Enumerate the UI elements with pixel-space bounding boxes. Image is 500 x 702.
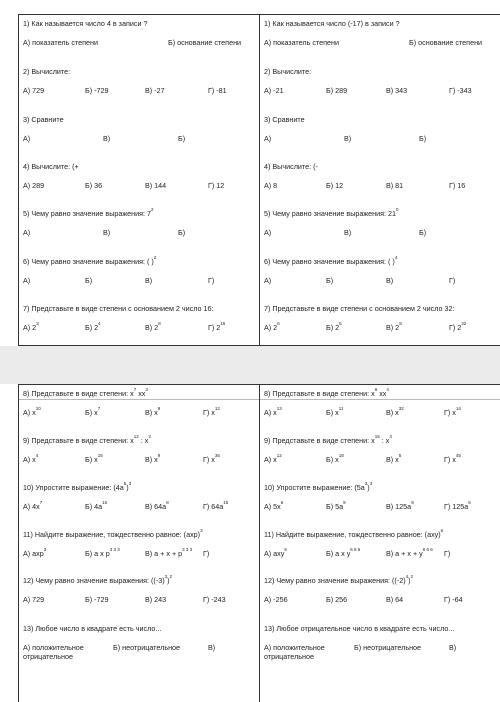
answer-options — [264, 643, 499, 661]
question-label-tail: : x — [138, 436, 149, 445]
exponent: 7 — [97, 406, 101, 411]
question-label: 1) Как называется число 4 в записи ? — [23, 19, 148, 28]
divider — [260, 399, 500, 400]
question-block — [23, 67, 257, 95]
answer-option[interactable]: В) $x^5$ — [386, 453, 402, 464]
answer-option[interactable]: Б) 36 — [85, 181, 103, 190]
exponent: 4 — [386, 387, 389, 392]
question-label: 7) Представьте в виде степени с основанием 2 число 16: — [23, 304, 214, 313]
answer-option[interactable]: Г) $x^{12}$ — [203, 406, 220, 417]
exponent: 3 3 3 — [109, 547, 120, 552]
answer-option[interactable]: Г) $125a^6$ — [444, 500, 471, 511]
question-block — [23, 207, 257, 237]
answer-option[interactable]: Б) неотрицательное — [354, 643, 422, 652]
answer-options — [264, 455, 499, 467]
answer-option[interactable]: Б) a x $y^{6 6 6}$ — [326, 547, 361, 558]
question-block — [264, 255, 499, 285]
answer-option[interactable]: Б) $5a^9$ — [326, 500, 346, 511]
question-text — [264, 209, 499, 218]
answer-option[interactable]: А) положительное — [264, 643, 325, 652]
answer-options — [264, 181, 499, 193]
exponent: 36 — [214, 453, 220, 458]
question-label-tail: ) — [126, 483, 129, 492]
question-label: 6) Чему равно значение выражения: ( ) — [23, 257, 154, 266]
answer-option[interactable]: А) показатель степени — [264, 38, 340, 47]
question-label: 9) Представьте в виде степени: x — [23, 436, 134, 445]
question-text — [23, 19, 257, 28]
question-label: 5) Чему равно значение выражения: 21 — [264, 209, 397, 218]
question-text — [23, 389, 257, 398]
question-text — [264, 576, 499, 585]
answer-options — [23, 86, 257, 98]
answer-option[interactable]: В) — [208, 643, 216, 652]
exponent: 9 — [157, 406, 161, 411]
exponent: 4 — [394, 255, 398, 260]
question-block — [23, 434, 257, 464]
answer-option[interactable]: А) -256 — [264, 595, 288, 604]
question-label: 6) Чему равно значение выражения: ( ) — [264, 257, 395, 266]
question-text — [264, 624, 499, 633]
question-text — [23, 436, 257, 445]
exponent: 4 — [405, 574, 409, 579]
question-text — [264, 162, 499, 171]
question-block — [264, 115, 499, 143]
answer-option[interactable]: В) $a + x + p^{3 3 3}$ — [145, 547, 193, 558]
answer-option[interactable]: Г) -81 — [208, 86, 227, 95]
exponent: 3 3 3 — [182, 547, 193, 552]
exponent: 6 — [468, 500, 471, 505]
exponent: 12 — [133, 434, 139, 439]
exponent: 6 — [440, 528, 444, 533]
exponent: 9 — [411, 500, 414, 505]
question-block — [23, 624, 257, 661]
answer-option[interactable]: Б) $2^4$ — [85, 321, 101, 332]
question-block — [23, 162, 257, 190]
exponent: 9 — [343, 500, 346, 505]
question-text — [23, 483, 257, 492]
answer-option[interactable]: В) $2^8$ — [145, 321, 161, 332]
answer-option[interactable]: В) $x^9$ — [145, 406, 161, 417]
variant-1-column — [19, 385, 260, 702]
answer-option[interactable]: Б) неотрицательное — [113, 643, 181, 652]
answer-options — [264, 38, 499, 50]
answer-option[interactable]: Г) $x^{45}$ — [444, 453, 461, 464]
answer-option[interactable]: отрицательное — [23, 652, 73, 661]
question-label-tail: ) — [167, 576, 170, 585]
answer-options — [23, 276, 257, 288]
question-block — [264, 434, 499, 464]
question-label: 5) Чему равно значение выражения: 7 — [23, 209, 152, 218]
answer-option[interactable]: А) положительное — [23, 643, 84, 652]
answer-option[interactable]: отрицательное — [264, 652, 314, 661]
answer-options — [264, 228, 499, 240]
answer-options — [264, 595, 499, 607]
worksheet-page-2 — [18, 384, 500, 702]
question-label: 3) Сравните — [23, 115, 64, 124]
answer-options — [264, 549, 499, 561]
answer-option[interactable]: А) — [264, 276, 272, 285]
question-label: 13) Любое отрицательное число в квадрате есть число... — [264, 624, 455, 633]
answer-options — [264, 408, 499, 420]
answer-option[interactable]: В) 64 — [386, 595, 404, 604]
exponent: 3 — [148, 434, 151, 439]
question-block — [23, 387, 257, 417]
exponent: 5 — [123, 481, 127, 486]
answer-options — [23, 181, 257, 193]
answer-option[interactable]: Г) -64 — [444, 595, 463, 604]
answer-options — [23, 549, 257, 561]
answer-option[interactable]: А) 8 — [264, 181, 278, 190]
question-block — [264, 624, 499, 661]
exponent: 10 — [35, 406, 41, 411]
answer-options — [23, 643, 257, 661]
question-label: 1) Как называется число (-17) в записи ? — [264, 19, 400, 28]
exponent: 2 — [151, 207, 154, 212]
question-text — [264, 67, 499, 76]
exponent: 8 — [166, 500, 169, 505]
question-text — [264, 483, 499, 492]
question-text — [264, 19, 499, 28]
answer-option[interactable]: Г) — [449, 276, 456, 285]
question-label: 2) Вычислите: — [264, 67, 312, 76]
answer-option[interactable]: В) 243 — [145, 595, 167, 604]
answer-option[interactable]: А) axy$^6$ — [264, 547, 287, 558]
exponent: 16 — [220, 321, 226, 326]
exponent: 7 — [133, 387, 137, 392]
answer-option[interactable]: А) 289 — [23, 181, 45, 190]
exponent: 6 — [277, 321, 280, 326]
answer-option[interactable]: Б) — [326, 276, 334, 285]
answer-options — [264, 86, 499, 98]
question-text — [264, 436, 499, 445]
answer-option[interactable]: А) — [264, 134, 272, 143]
question-block — [264, 387, 499, 417]
question-label: 10) Упростите выражение: (5a — [264, 483, 365, 492]
answer-option[interactable]: Б) — [178, 228, 186, 237]
question-text — [23, 624, 257, 633]
exponent: 12 — [214, 406, 220, 411]
answer-option[interactable]: Б) $x^7$ — [85, 406, 101, 417]
answer-option[interactable]: Б) $x^{15}$ — [85, 453, 103, 464]
question-text — [23, 162, 257, 171]
answer-option[interactable]: Б) -729 — [85, 595, 109, 604]
question-block — [23, 528, 257, 558]
worksheet-page-1 — [18, 14, 500, 346]
question-block — [23, 115, 257, 143]
answer-option[interactable]: В) — [386, 276, 394, 285]
answer-option[interactable]: В) — [449, 643, 457, 652]
question-label-tail: ) — [408, 576, 411, 585]
answer-option[interactable]: Б) -729 — [85, 86, 109, 95]
exponent: 3 — [145, 387, 148, 392]
question-block — [23, 19, 257, 47]
answer-option[interactable]: В) $2^8$ — [386, 321, 402, 332]
answer-option[interactable]: Б) a x $p^{3 3 3}$ — [85, 547, 120, 558]
exponent: 6 — [280, 500, 284, 505]
question-text — [23, 576, 257, 585]
answer-option[interactable]: В) — [103, 134, 111, 143]
answer-options — [23, 38, 257, 50]
answer-option[interactable]: Г) -343 — [449, 86, 472, 95]
answer-option[interactable]: В) 81 — [386, 181, 404, 190]
answer-option[interactable]: А) axp$^3$ — [23, 547, 47, 558]
question-text — [264, 115, 499, 124]
answer-option[interactable]: А) $2^3$ — [23, 321, 39, 332]
question-block — [264, 162, 499, 190]
answer-option[interactable]: Г) 16 — [449, 181, 466, 190]
answer-option[interactable]: В) 144 — [145, 181, 167, 190]
answer-option[interactable]: Г) $2^{32}$ — [449, 321, 467, 332]
question-label-tail: xx — [136, 389, 146, 398]
exponent: 2 — [169, 574, 173, 579]
exponent: 3 — [164, 574, 168, 579]
answer-options — [264, 323, 499, 335]
answer-option[interactable]: Б) — [178, 134, 186, 143]
exponent: 18 — [338, 453, 344, 458]
answer-options — [23, 455, 257, 467]
question-label: 7) Представьте в виде степени с основанием 2 число 32: — [264, 304, 455, 313]
question-text — [23, 209, 257, 218]
question-label-tail: xx — [377, 389, 387, 398]
answer-options — [23, 408, 257, 420]
answer-option[interactable]: Г) 12 — [208, 181, 225, 190]
exponent: 3 — [389, 434, 392, 439]
question-block — [23, 304, 257, 332]
answer-option[interactable]: В) $125a^9$ — [386, 500, 414, 511]
question-text — [264, 304, 499, 313]
exponent: 15 — [223, 500, 229, 505]
answer-option[interactable]: А) $x^{10}$ — [23, 406, 41, 417]
question-text — [23, 530, 257, 539]
exponent: 15 — [97, 453, 103, 458]
question-label: 9) Представьте в виде степени: x — [264, 436, 375, 445]
answer-option[interactable]: В) — [344, 134, 352, 143]
answer-option[interactable]: А) — [264, 228, 272, 237]
answer-option[interactable]: А) показатель степени — [23, 38, 99, 47]
question-block — [264, 481, 499, 511]
answer-option[interactable]: Г) — [444, 549, 451, 558]
question-text — [23, 67, 257, 76]
answer-option[interactable]: Б) — [85, 276, 93, 285]
answer-options — [264, 134, 499, 146]
answer-option[interactable]: Г) $64a^{15}$ — [203, 500, 229, 511]
exponent: 4 — [35, 453, 39, 458]
question-label: 12) Чему равно значение выражения: ((-2) — [264, 576, 406, 585]
exponent: 8 — [399, 321, 402, 326]
exponent: 15 — [102, 500, 108, 505]
exponent: 3 — [36, 321, 39, 326]
divider — [19, 399, 259, 400]
question-block — [264, 574, 499, 604]
answer-option[interactable]: Б) — [419, 228, 427, 237]
question-label: 4) Вычислите: (- — [264, 162, 318, 171]
exponent: 6 6 6 — [422, 547, 433, 552]
answer-option[interactable]: В) $64a^8$ — [145, 500, 169, 511]
question-label: 2) Вычислите: — [23, 67, 71, 76]
answer-options — [23, 228, 257, 240]
answer-options — [23, 595, 257, 607]
answer-option[interactable]: В) — [145, 276, 153, 285]
exponent: 2 — [153, 255, 157, 260]
question-text — [23, 115, 257, 124]
exponent: 3 — [200, 528, 203, 533]
answer-option[interactable]: А) $5x^6$ — [264, 500, 284, 511]
exponent: 6 6 6 — [350, 547, 361, 552]
question-label: 11) Найдите выражение, тождественно равное: (axp) — [23, 530, 201, 539]
exponent: 3 — [43, 547, 47, 552]
answer-option[interactable]: Б) $x^{11}$ — [326, 406, 344, 417]
question-label: 8) Представьте в виде степени: x — [23, 389, 134, 398]
question-block — [264, 67, 499, 95]
question-label: 3) Сравните — [264, 115, 305, 124]
exponent: 32 — [398, 406, 404, 411]
exponent: 0 — [396, 207, 399, 212]
answer-option[interactable]: А) — [23, 134, 31, 143]
answer-option[interactable]: А) $2^6$ — [264, 321, 280, 332]
answer-option[interactable]: Б) 256 — [326, 595, 348, 604]
question-block — [264, 207, 499, 237]
question-block — [23, 481, 257, 511]
question-block — [264, 304, 499, 332]
answer-option[interactable]: Б) $x^{18}$ — [326, 453, 344, 464]
exponent: 3 — [364, 481, 368, 486]
answer-options — [23, 502, 257, 514]
answer-option[interactable]: Б) основание степени — [168, 38, 242, 47]
answer-option[interactable]: Г) -243 — [203, 595, 226, 604]
answer-option[interactable]: А) $x^{13}$ — [264, 406, 282, 417]
answer-option[interactable]: А) $x^{12}$ — [264, 453, 282, 464]
question-text — [264, 389, 499, 398]
question-block — [264, 19, 499, 47]
question-block — [23, 255, 257, 285]
question-text — [264, 257, 499, 266]
exponent: 14 — [455, 406, 461, 411]
answer-options — [23, 323, 257, 335]
exponent: 3 — [128, 481, 132, 486]
page-gap — [0, 346, 500, 384]
exponent: 12 — [276, 453, 282, 458]
question-block — [23, 574, 257, 604]
answer-options — [264, 502, 499, 514]
answer-option[interactable]: Б) $2^5$ — [326, 321, 342, 332]
question-block — [264, 528, 499, 558]
answer-option[interactable]: Г) $x^{36}$ — [203, 453, 220, 464]
answer-option[interactable]: А) -21 — [264, 86, 284, 95]
exponent: 8 — [158, 321, 161, 326]
question-label-tail: : x — [379, 436, 390, 445]
exponent: 3 — [369, 481, 373, 486]
answer-option[interactable]: Г) — [203, 549, 210, 558]
answer-option[interactable]: В) -27 — [145, 86, 165, 95]
exponent: 15 — [374, 434, 380, 439]
variant-2-column — [260, 385, 500, 702]
exponent: 13 — [276, 406, 282, 411]
exponent: 11 — [338, 406, 344, 411]
answer-option[interactable]: Г) $x^{14}$ — [444, 406, 461, 417]
question-label-tail: ) — [367, 483, 370, 492]
exponent: 32 — [461, 321, 467, 326]
answer-option[interactable]: Б) 289 — [326, 86, 348, 95]
question-label: 8) Представьте в виде степени: x — [264, 389, 375, 398]
exponent: 45 — [455, 453, 461, 458]
question-label: 4) Вычислите: (+ — [23, 162, 79, 171]
answer-options — [23, 134, 257, 146]
question-label: 10) Упростите выражение: (4a — [23, 483, 124, 492]
question-text — [23, 304, 257, 313]
question-text — [264, 530, 499, 539]
variant-1-column — [19, 15, 260, 345]
exponent: 5 — [398, 453, 402, 458]
answer-option[interactable]: Б) — [419, 134, 427, 143]
question-label: 12) Чему равно значение выражения: ((-3) — [23, 576, 165, 585]
answer-option[interactable]: В) — [103, 228, 111, 237]
answer-option[interactable]: А) $x^4$ — [23, 453, 39, 464]
answer-option[interactable]: В) $a + x + y^{6 6 6}$ — [386, 547, 433, 558]
exponent: 8 — [374, 387, 378, 392]
question-label: 11) Найдите выражение, тождественно равное: (axy) — [264, 530, 441, 539]
variant-2-column — [260, 15, 500, 345]
answer-option[interactable]: Г) — [208, 276, 215, 285]
question-text — [23, 257, 257, 266]
answer-option[interactable]: В) $x^9$ — [145, 453, 161, 464]
answer-option[interactable]: В) 343 — [386, 86, 408, 95]
answer-option[interactable]: Б) 12 — [326, 181, 344, 190]
question-label: 13) Любое число в квадрате есть число... — [23, 624, 162, 633]
answer-option[interactable]: А) $4x^7$ — [23, 500, 43, 511]
answer-option[interactable]: Б) $4a^{15}$ — [85, 500, 108, 511]
answer-option[interactable]: Г) $2^{16}$ — [208, 321, 226, 332]
answer-option[interactable]: А) — [23, 228, 31, 237]
exponent: 9 — [157, 453, 161, 458]
exponent: 4 — [98, 321, 101, 326]
exponent: 6 — [284, 547, 287, 552]
answer-options — [264, 276, 499, 288]
answer-option[interactable]: Б) основание степени — [409, 38, 483, 47]
answer-option[interactable]: А) — [23, 276, 31, 285]
exponent: 5 — [339, 321, 342, 326]
answer-option[interactable]: А) 729 — [23, 86, 45, 95]
exponent: 2 — [410, 574, 414, 579]
answer-option[interactable]: В) $x^{32}$ — [386, 406, 404, 417]
answer-option[interactable]: В) — [344, 228, 352, 237]
answer-option[interactable]: А) 729 — [23, 595, 45, 604]
exponent: 7 — [39, 500, 43, 505]
